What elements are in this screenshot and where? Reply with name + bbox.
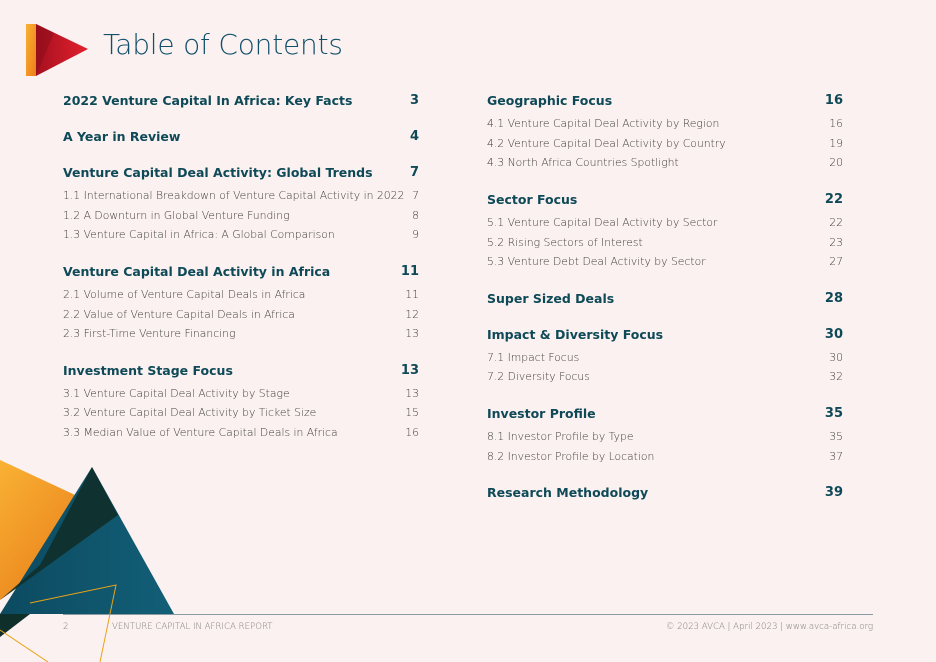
toc-subsection-list <box>487 427 843 466</box>
toc-section-heading[interactable] <box>487 190 843 209</box>
toc-subsection-page: 8 <box>412 208 419 222</box>
footer-page-number: 2 <box>63 622 69 632</box>
toc-subsection-list <box>63 384 419 443</box>
toc-section <box>63 91 419 110</box>
toc-subsection[interactable] <box>487 232 843 252</box>
toc-section-heading[interactable] <box>63 91 419 110</box>
toc-subsection-page: 20 <box>829 156 843 170</box>
toc-section <box>487 325 843 387</box>
toc-subsection-label: 4.2 Venture Capital Deal Activity by Country <box>487 136 726 150</box>
toc-subsection[interactable] <box>63 186 419 206</box>
toc-section-title: Investor Profile <box>487 405 596 421</box>
toc-section-heading[interactable] <box>487 483 843 502</box>
toc-subsection-label: 2.1 Volume of Venture Capital Deals in Africa <box>63 288 306 302</box>
toc-subsection-page: 37 <box>829 449 843 463</box>
toc-subsection-label: 7.2 Diversity Focus <box>487 370 590 384</box>
toc-subsection-list <box>487 213 843 272</box>
toc-section-heading[interactable] <box>487 325 843 344</box>
toc-section-heading[interactable] <box>63 127 419 146</box>
toc-subsection[interactable] <box>63 384 419 404</box>
toc-section-page: 28 <box>824 290 843 306</box>
toc-subsection-page: 13 <box>405 386 419 400</box>
toc-subsection[interactable] <box>487 427 843 447</box>
toc-subsection-page: 22 <box>829 216 843 230</box>
toc-subsection-page: 23 <box>829 235 843 249</box>
toc-subsection-label: 8.2 Investor Profile by Location <box>487 449 655 463</box>
toc-subsection[interactable] <box>487 153 843 173</box>
toc-subsection[interactable] <box>487 446 843 466</box>
toc-section <box>487 404 843 466</box>
toc-subsection-list <box>487 348 843 387</box>
toc-subsection-label: 2.3 First-Time Venture Financing <box>63 327 236 341</box>
toc-subsection-label: 4.3 North Africa Countries Spotlight <box>487 156 679 170</box>
toc-subsection[interactable] <box>63 403 419 423</box>
toc-subsection-label: 3.3 Median Value of Venture Capital Deals in Africa <box>63 426 338 440</box>
avca-logo-icon <box>24 22 90 78</box>
toc-section <box>63 262 419 344</box>
toc-subsection-page: 32 <box>829 370 843 384</box>
toc-section-title: A Year in Review <box>63 129 181 144</box>
toc-section-page: 16 <box>824 93 843 108</box>
toc-section-page: 39 <box>824 484 843 500</box>
toc-section-page: 3 <box>409 93 419 108</box>
toc-subsection[interactable] <box>487 252 843 272</box>
toc-subsection-page: 30 <box>829 350 843 364</box>
toc-subsection-label: 1.3 Venture Capital in Africa: A Global Comparison <box>63 228 335 242</box>
toc-section-page: 7 <box>409 165 419 180</box>
toc-subsection[interactable] <box>487 114 843 134</box>
toc-subsection-label: 3.2 Venture Capital Deal Activity by Ticket Size <box>63 406 317 420</box>
toc-right-column <box>487 91 843 519</box>
toc-section-title: Sector Focus <box>487 191 578 207</box>
toc-section-page: 13 <box>400 362 419 378</box>
toc-section-title: Impact & Diversity Focus <box>487 326 664 342</box>
page-title: Table of Contents <box>103 28 343 61</box>
toc-subsection-page: 35 <box>829 430 843 444</box>
toc-section-heading[interactable] <box>63 163 419 182</box>
toc-section-heading[interactable] <box>487 404 843 423</box>
toc-subsection-page: 9 <box>412 228 419 242</box>
footer-divider <box>63 614 873 615</box>
toc-section-title: Research Methodology <box>487 484 649 500</box>
toc-subsection-page: 12 <box>405 307 419 321</box>
toc-subsection-label: 1.2 A Downturn in Global Venture Funding <box>63 208 290 222</box>
footer-copyright: © 2023 AVCA | April 2023 | www.avca-africa.org <box>665 622 873 632</box>
toc-subsection[interactable] <box>63 423 419 443</box>
toc-subsection-label: 3.1 Venture Capital Deal Activity by Stage <box>63 386 290 400</box>
toc-subsection-label: 1.1 International Breakdown of Venture Capital Activity in 2022 <box>63 189 405 203</box>
toc-subsection[interactable] <box>63 324 419 344</box>
toc-subsection[interactable] <box>63 285 419 305</box>
toc-subsection-page: 13 <box>405 327 419 341</box>
toc-subsection[interactable] <box>487 348 843 368</box>
toc-subsection-page: 11 <box>405 288 419 302</box>
toc-subsection[interactable] <box>487 134 843 154</box>
toc-subsection-list <box>63 186 419 245</box>
toc-section-page: 11 <box>400 263 419 279</box>
toc-section-title: Super Sized Deals <box>487 290 615 306</box>
footer-report-name: VENTURE CAPITAL IN AFRICA REPORT <box>112 622 273 632</box>
toc-section <box>63 127 419 146</box>
toc-section <box>63 163 419 245</box>
toc-section-heading[interactable] <box>63 361 419 380</box>
toc-section-page: 30 <box>824 326 843 342</box>
toc-subsection-page: 19 <box>829 136 843 150</box>
toc-section <box>487 483 843 502</box>
toc-section <box>487 289 843 308</box>
toc-section-page: 35 <box>824 405 843 421</box>
toc-section-title: Venture Capital Deal Activity in Africa <box>63 263 331 279</box>
toc-subsection-list <box>63 285 419 344</box>
toc-subsection-page: 16 <box>405 426 419 440</box>
toc-subsection-page: 16 <box>829 117 843 131</box>
toc-subsection-list <box>487 114 843 173</box>
toc-section-title: 2022 Venture Capital In Africa: Key Facts <box>63 93 353 108</box>
toc-subsection-label: 5.1 Venture Capital Deal Activity by Sector <box>487 216 718 230</box>
toc-subsection-page: 15 <box>405 406 419 420</box>
toc-section-heading[interactable] <box>63 262 419 281</box>
toc-section-title: Geographic Focus <box>487 93 613 108</box>
toc-section <box>63 361 419 443</box>
toc-left-column <box>63 91 419 459</box>
toc-subsection[interactable] <box>487 213 843 233</box>
toc-subsection-page: 27 <box>829 255 843 269</box>
toc-subsection-label: 8.1 Investor Profile by Type <box>487 430 634 444</box>
toc-section <box>487 190 843 272</box>
toc-subsection[interactable] <box>487 367 843 387</box>
toc-section-page: 4 <box>409 129 419 144</box>
toc-subsection-label: 7.1 Impact Focus <box>487 350 580 364</box>
toc-section-heading[interactable] <box>487 289 843 308</box>
toc-section <box>487 91 843 173</box>
toc-subsection-page: 7 <box>412 189 419 203</box>
toc-subsection[interactable] <box>63 206 419 226</box>
toc-subsection-label: 5.3 Venture Debt Deal Activity by Sector <box>487 255 706 269</box>
toc-subsection-label: 4.1 Venture Capital Deal Activity by Region <box>487 117 720 131</box>
toc-subsection[interactable] <box>63 304 419 324</box>
toc-section-page: 22 <box>824 191 843 207</box>
toc-subsection[interactable] <box>63 225 419 245</box>
toc-section-heading[interactable] <box>487 91 843 110</box>
toc-subsection-label: 2.2 Value of Venture Capital Deals in Africa <box>63 307 295 321</box>
toc-section-title: Venture Capital Deal Activity: Global Trends <box>63 165 373 180</box>
toc-subsection-label: 5.2 Rising Sectors of Interest <box>487 235 643 249</box>
toc-section-title: Investment Stage Focus <box>63 362 233 378</box>
